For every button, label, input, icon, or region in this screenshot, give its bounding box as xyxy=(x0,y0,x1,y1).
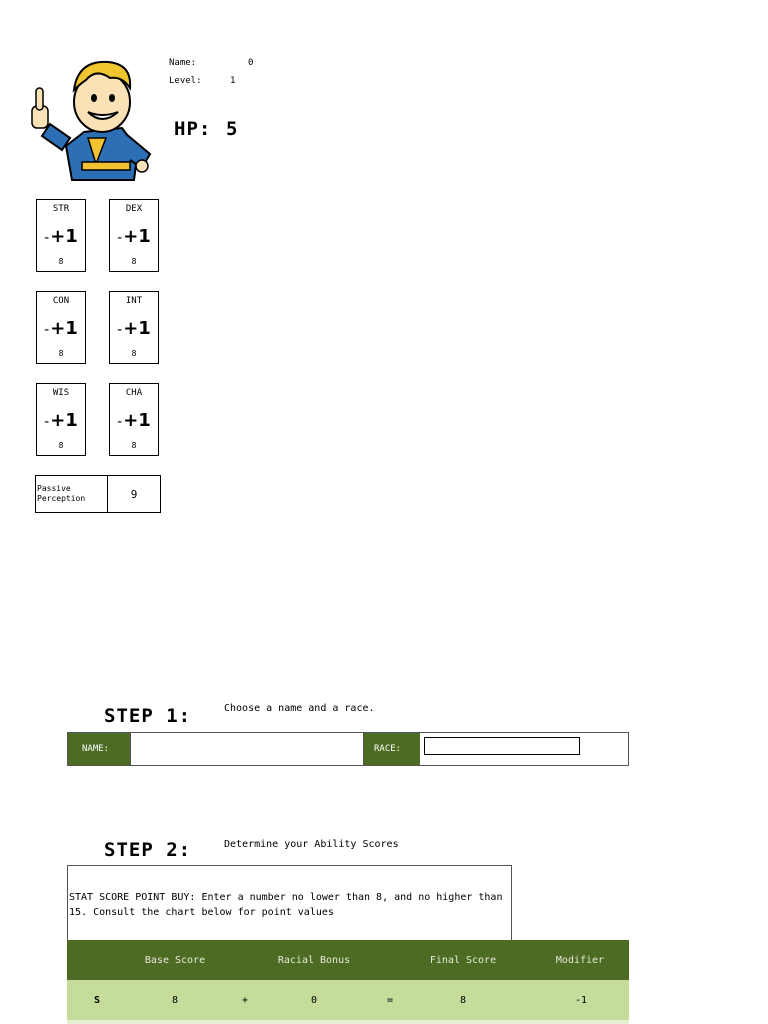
name-race-row xyxy=(67,732,629,766)
name-field-label: NAME: xyxy=(68,733,130,765)
table-row xyxy=(67,980,629,1020)
header-final-score: Final Score xyxy=(429,954,497,966)
stat-box-dex xyxy=(109,199,159,272)
row-racial-bonus: 0 xyxy=(310,994,318,1006)
passive-perception-box xyxy=(35,475,161,513)
stat-score: 8 xyxy=(131,349,137,358)
ability-score-table-header xyxy=(67,940,629,980)
vault-boy-mascot-icon xyxy=(26,54,158,184)
table-row xyxy=(67,1020,629,1024)
stat-score: 8 xyxy=(58,349,64,358)
row-plus: + xyxy=(241,994,249,1006)
row-modifier: -1 xyxy=(574,994,588,1006)
stat-name: CHA xyxy=(125,388,143,398)
stat-modifier: -+1 xyxy=(117,410,151,431)
stat-score: 8 xyxy=(131,441,137,450)
row-stat: S xyxy=(93,994,101,1006)
stat-box-cha xyxy=(109,383,159,456)
header-modifier: Modifier xyxy=(555,954,605,966)
header-base-score: Base Score xyxy=(144,954,206,966)
hp-label: HP: xyxy=(174,118,212,140)
row-base-score[interactable]: 8 xyxy=(171,994,179,1006)
stat-box-con xyxy=(36,291,86,364)
level-value: 1 xyxy=(230,76,236,86)
race-cell xyxy=(420,733,628,765)
race-input[interactable] xyxy=(424,737,580,755)
step2-title: STEP 2: xyxy=(104,839,192,861)
hp-value: 5 xyxy=(226,118,239,140)
stat-box-int xyxy=(109,291,159,364)
step1-description: Choose a name and a race. xyxy=(224,703,375,714)
name-value: 0 xyxy=(248,58,254,68)
row-equals: = xyxy=(386,994,394,1006)
stat-name: INT xyxy=(125,296,143,306)
stat-modifier: -+1 xyxy=(117,226,151,247)
passive-perception-value: 9 xyxy=(130,487,138,501)
point-buy-instructions: STAT SCORE POINT BUY: Enter a number no lower than 8, and no higher than 15. Consult the chart below for point values xyxy=(67,865,512,941)
stat-modifier: -+1 xyxy=(44,318,78,339)
race-field-label: RACE: xyxy=(364,733,420,765)
stat-score: 8 xyxy=(58,257,64,266)
name-label: Name: xyxy=(169,58,197,68)
stat-name: STR xyxy=(52,204,70,214)
stat-modifier: -+1 xyxy=(44,226,78,247)
stat-modifier: -+1 xyxy=(44,410,78,431)
name-input[interactable] xyxy=(130,733,364,765)
row-final-score: 8 xyxy=(459,994,467,1006)
stat-modifier: -+1 xyxy=(117,318,151,339)
passive-perception-label: Passive Perception xyxy=(36,476,108,512)
step2-description: Determine your Ability Scores xyxy=(224,839,399,850)
stat-name: DEX xyxy=(125,204,143,214)
stat-box-str xyxy=(36,199,86,272)
stat-score: 8 xyxy=(58,441,64,450)
step1-title: STEP 1: xyxy=(104,705,192,727)
header-racial-bonus: Racial Bonus xyxy=(277,954,351,966)
stat-name: WIS xyxy=(52,388,70,398)
stat-box-wis xyxy=(36,383,86,456)
stat-score: 8 xyxy=(131,257,137,266)
stat-name: CON xyxy=(52,296,70,306)
level-label: Level: xyxy=(169,76,202,86)
